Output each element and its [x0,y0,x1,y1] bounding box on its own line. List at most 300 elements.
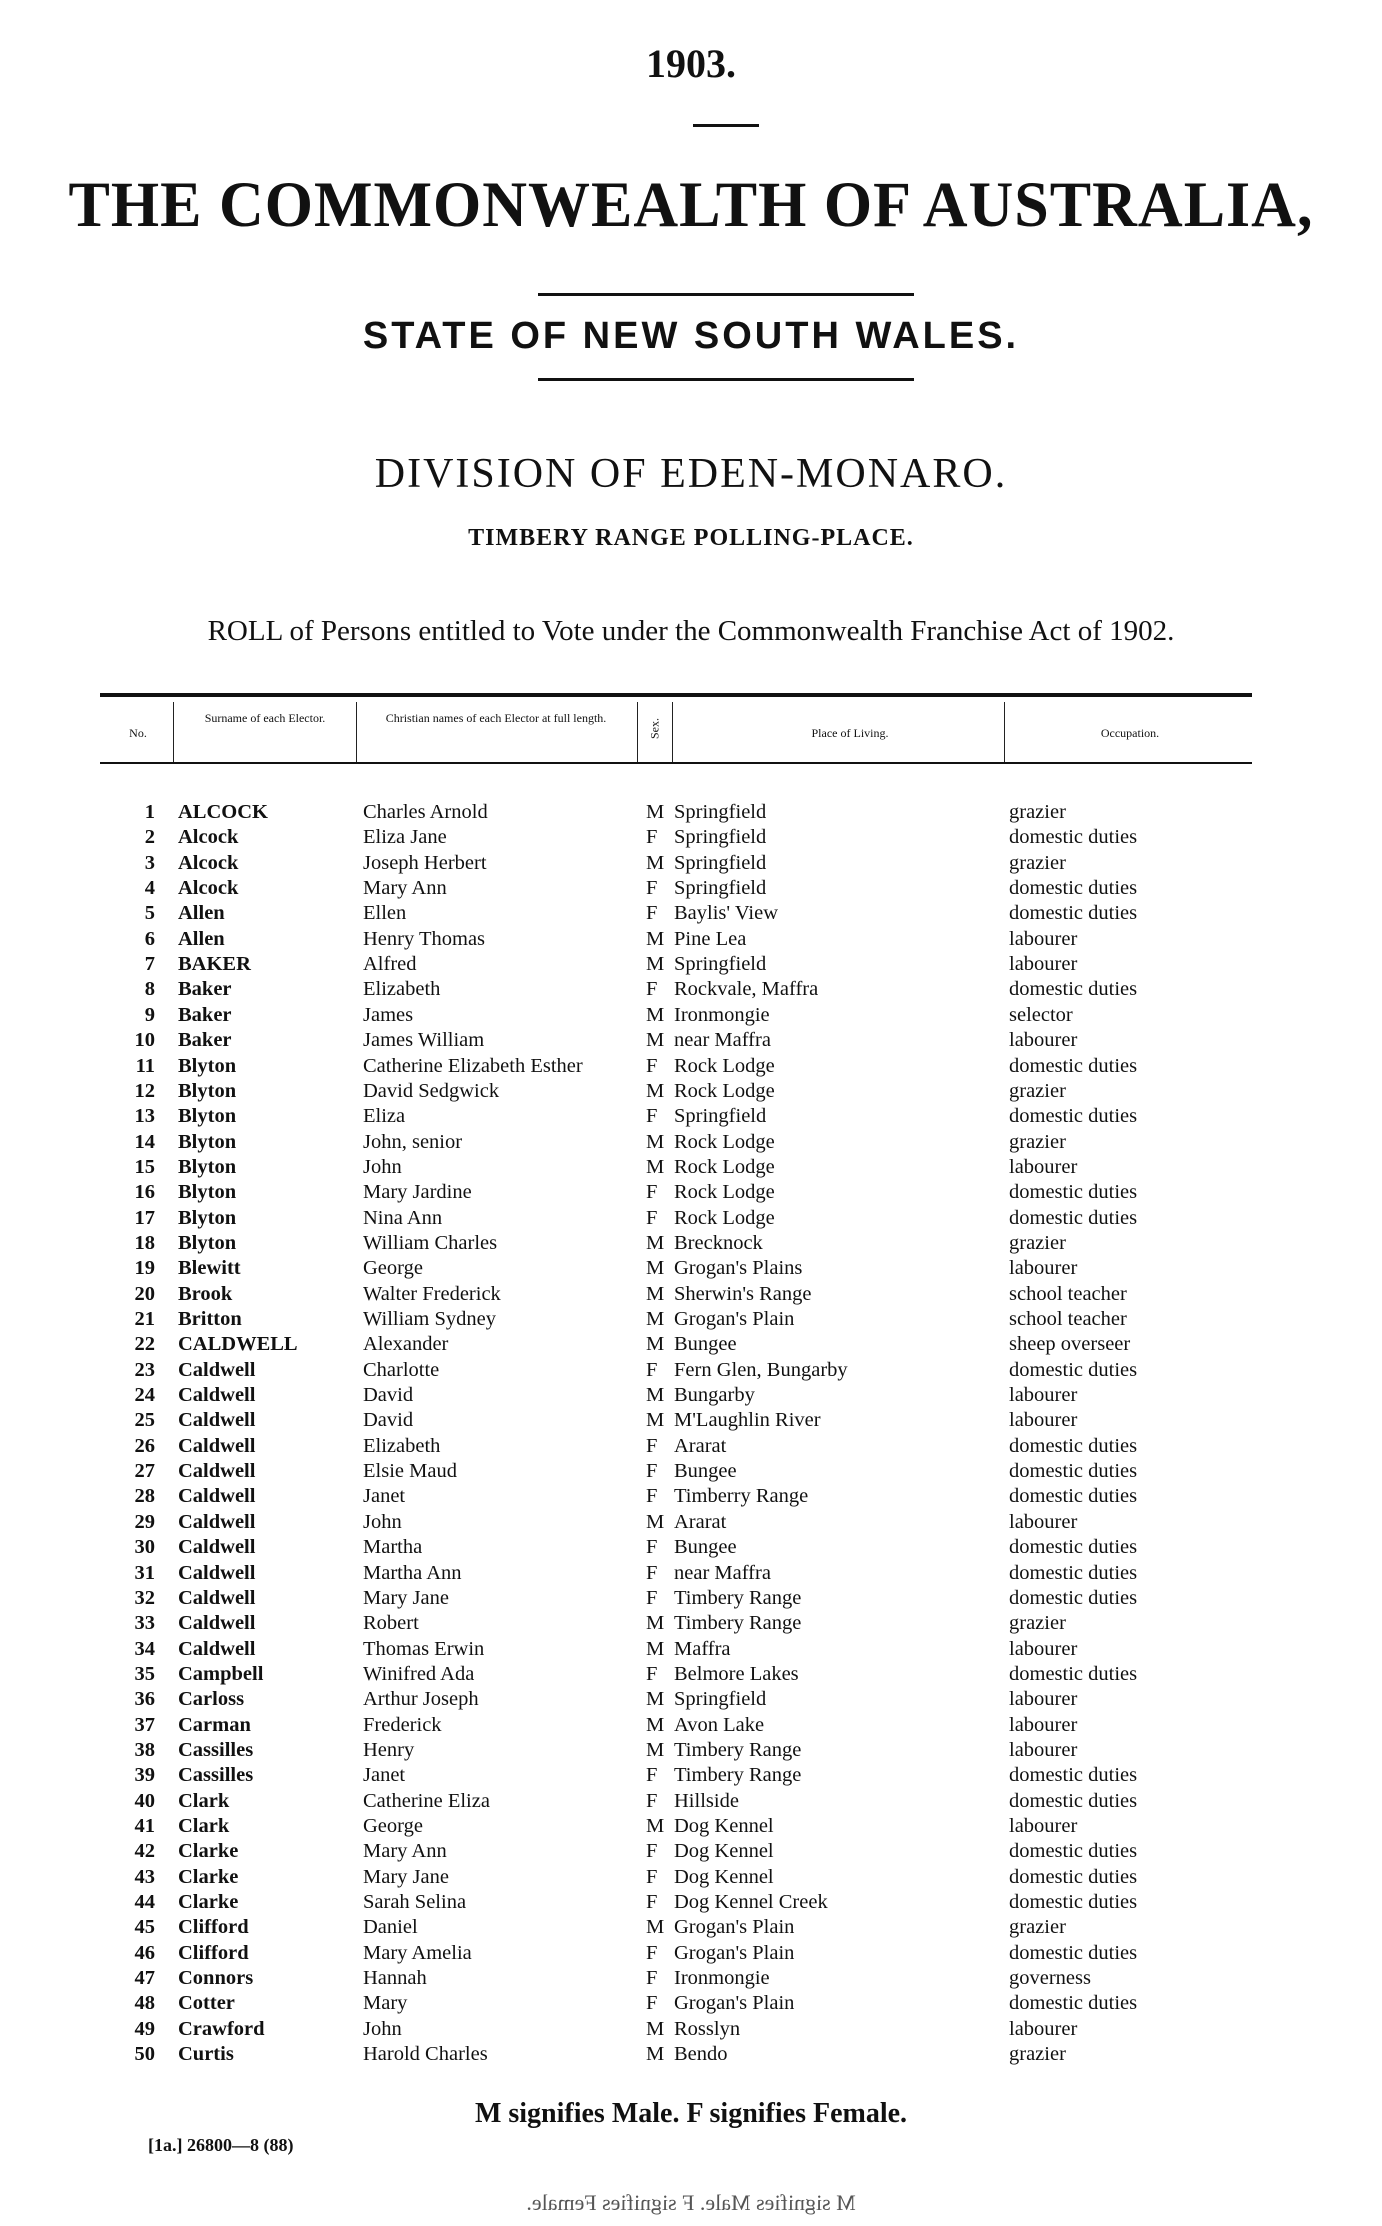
cell-occupation: grazier [1009,851,1066,874]
cell-christian: Catherine Elizabeth Esther [363,1054,583,1077]
cell-christian: Mary Jane [363,1865,449,1888]
cell-no: 31 [134,1561,155,1584]
cell-surname: Campbell [178,1662,264,1685]
cell-sex: M [646,1713,665,1736]
cell-occupation: grazier [1009,801,1066,823]
table-row [0,1079,1382,1104]
cell-no: 20 [134,1282,155,1305]
cell-surname: Caldwell [178,1358,256,1381]
cell-sex: M [646,801,665,823]
cell-occupation: grazier [1009,1916,1066,1939]
cell-sex: F [646,1662,658,1685]
cell-no: 40 [134,1789,155,1812]
cell-christian: Charlotte [363,1358,440,1381]
cell-place: Bungee [674,1536,737,1559]
print-reference: [1a.] 26800—8 (88) [148,2135,294,2155]
cell-no: 50 [134,2043,155,2066]
cell-surname: Caldwell [178,1409,256,1432]
cell-occupation: domestic duties [1009,1434,1138,1457]
state-rule-bottom [538,378,914,381]
cell-no: 19 [134,1257,155,1280]
cell-no: 7 [144,953,155,976]
cell-sex: M [646,953,665,976]
cell-no: 45 [134,1916,155,1939]
table-row [0,1307,1382,1332]
cell-surname: CALDWELL [178,1333,298,1356]
cell-place: Springfield [674,801,767,823]
cell-place: Springfield [674,826,767,849]
cell-surname: Caldwell [178,1384,256,1407]
cell-surname: Caldwell [178,1612,256,1635]
cell-surname: Cassilles [178,1738,254,1761]
cell-no: 2 [144,826,155,849]
cell-surname: Curtis [178,2043,234,2066]
cell-occupation: labourer [1009,953,1078,976]
cell-no: 1 [144,801,155,823]
table-row [0,1332,1382,1357]
cell-sex: M [646,1409,665,1432]
cell-christian: John [363,1155,402,1178]
cell-christian: Eliza Jane [363,826,447,849]
cell-sex: F [646,1840,658,1863]
cell-place: Springfield [674,953,767,976]
cell-occupation: labourer [1009,1637,1078,1660]
cell-surname: Alcock [178,851,239,874]
cell-place: Belmore Lakes [674,1662,799,1685]
cell-no: 35 [134,1662,155,1685]
cell-surname: Blyton [178,1054,237,1077]
cell-no: 32 [134,1586,155,1609]
cell-sex: M [646,1003,665,1026]
cell-christian: Alfred [363,953,417,976]
cell-surname: Clifford [178,1916,249,1939]
table-row [0,1687,1382,1712]
cell-occupation: domestic duties [1009,902,1138,925]
column-header-surname: Surname of each Elector. [204,711,326,725]
cell-christian: Harold Charles [363,2043,488,2066]
cell-christian: Martha [363,1536,423,1559]
cell-place: Springfield [674,1688,767,1711]
table-row [0,1104,1382,1129]
cell-no: 21 [134,1308,155,1330]
cell-sex: F [646,978,658,1001]
cell-place: near Maffra [674,1561,771,1584]
cell-surname: Blyton [178,1231,237,1254]
cell-no: 8 [144,978,155,1001]
cell-no: 9 [144,1003,155,1026]
cell-sex: M [646,1333,665,1356]
cell-place: Dog Kennel [674,1815,774,1837]
cell-no: 43 [134,1865,155,1888]
cell-sex: M [646,1029,665,1052]
table-row [0,1358,1382,1383]
cell-no: 16 [134,1181,155,1204]
cell-occupation: labourer [1009,1688,1078,1711]
cell-place: Rockvale, Maffra [674,978,819,1001]
cell-sex: F [646,1460,658,1483]
cell-occupation: labourer [1009,927,1078,950]
cell-place: Springfield [674,1105,767,1128]
cell-place: Timbery Range [674,1586,802,1609]
cell-occupation: labourer [1009,1155,1078,1178]
cell-sex: M [646,1510,665,1533]
cell-occupation: labourer [1009,1713,1078,1736]
cell-christian: Elsie Maud [363,1460,457,1483]
cell-christian: Catherine Eliza [363,1789,490,1812]
cell-sex: F [646,1865,658,1888]
cell-sex: F [646,1789,658,1812]
table-row [0,1941,1382,1966]
table-row [0,1789,1382,1814]
cell-occupation: grazier [1009,1231,1066,1254]
table-row [0,1003,1382,1028]
cell-sex: F [646,1485,658,1508]
table-row [0,977,1382,1002]
cell-no: 6 [144,927,155,950]
cell-no: 29 [134,1510,155,1533]
cell-christian: Mary Ann [363,1840,447,1863]
cell-occupation: labourer [1009,1029,1078,1052]
cell-sex: F [646,877,658,900]
cell-no: 33 [134,1612,155,1635]
cell-place: Bungarby [674,1384,755,1407]
cell-sex: F [646,1891,658,1914]
table-row [0,1028,1382,1053]
cell-surname: Baker [178,1029,232,1052]
cell-surname: Baker [178,1003,232,1026]
cell-occupation: domestic duties [1009,1840,1138,1863]
column-header-christian: Christian names of each Elector at full length. [385,711,607,725]
cell-christian: Mary Jane [363,1586,449,1609]
cell-surname: Caldwell [178,1485,256,1508]
cell-occupation: governess [1009,1967,1091,1990]
polling-place-heading: TIMBERY RANGE POLLING-PLACE. [468,525,914,551]
table-row [0,952,1382,977]
cell-sex: M [646,1231,665,1254]
table-row [0,1839,1382,1864]
cell-no: 38 [134,1738,155,1761]
cell-christian: Alexander [363,1333,449,1356]
cell-no: 36 [134,1688,155,1711]
cell-no: 22 [134,1333,155,1356]
cell-christian: Eliza [363,1105,406,1128]
cell-occupation: domestic duties [1009,1992,1138,2015]
cell-sex: M [646,1257,665,1280]
cell-sex: F [646,1967,658,1990]
table-row [0,1637,1382,1662]
cell-surname: Caldwell [178,1460,256,1483]
table-row [0,1662,1382,1687]
cell-surname: Clarke [178,1891,239,1914]
cell-no: 48 [134,1992,155,2015]
cell-sex: F [646,1054,658,1077]
document-title: THE COMMONWEALTH OF AUSTRALIA, [68,169,1314,241]
table-row [0,1865,1382,1890]
cell-place: Bendo [674,2043,728,2066]
cell-place: Maffra [674,1637,731,1660]
cell-place: Ararat [674,1510,727,1533]
cell-sex: F [646,1586,658,1609]
cell-place: Ararat [674,1434,727,1457]
cell-christian: William Sydney [363,1308,496,1330]
cell-place: Bungee [674,1460,737,1483]
cell-sex: F [646,1358,658,1381]
cell-no: 13 [134,1105,155,1128]
cell-occupation: labourer [1009,1738,1078,1761]
cell-no: 3 [144,851,155,874]
column-divider [356,702,357,762]
cell-christian: Frederick [363,1713,442,1736]
cell-surname: Blyton [178,1206,237,1229]
cell-occupation: sheep overseer [1009,1333,1131,1356]
cell-no: 26 [134,1434,155,1457]
cell-occupation: grazier [1009,1079,1066,1102]
cell-no: 4 [144,877,155,900]
cell-occupation: domestic duties [1009,826,1138,849]
cell-occupation: school teacher [1009,1308,1127,1330]
table-row [0,2042,1382,2067]
cell-no: 25 [134,1409,155,1432]
cell-christian: Ellen [363,902,407,925]
cell-no: 11 [135,1054,155,1077]
table-row [0,1231,1382,1256]
table-row [0,1383,1382,1408]
table-row [0,1206,1382,1231]
table-row [0,1586,1382,1611]
cell-christian: George [363,1257,423,1280]
cell-no: 30 [134,1536,155,1559]
cell-sex: M [646,1916,665,1939]
cell-surname: Caldwell [178,1434,256,1457]
cell-occupation: domestic duties [1009,1561,1138,1584]
cell-sex: M [646,1079,665,1102]
cell-occupation: labourer [1009,1384,1078,1407]
cell-place: Rock Lodge [674,1155,775,1178]
cell-occupation: labourer [1009,1815,1078,1837]
cell-sex: M [646,1282,665,1305]
cell-christian: John [363,2017,402,2040]
cell-no: 37 [134,1713,155,1736]
cell-surname: Clark [178,1789,230,1812]
cell-christian: John [363,1510,402,1533]
cell-place: Dog Kennel [674,1840,774,1863]
cell-sex: F [646,1105,658,1128]
cell-christian: James William [363,1029,485,1052]
cell-surname: Cassilles [178,1764,254,1787]
cell-christian: David Sedgwick [363,1079,500,1102]
cell-occupation: school teacher [1009,1282,1127,1305]
state-heading: STATE OF NEW SOUTH WALES. [362,315,1020,357]
mirrored-show-through-text: M signifies Male. F signifies Female. [526,2190,856,2215]
cell-surname: Clarke [178,1840,239,1863]
cell-occupation: labourer [1009,1257,1078,1280]
cell-christian: Elizabeth [363,978,441,1001]
cell-sex: F [646,1941,658,1964]
cell-place: Timbery Range [674,1612,802,1635]
cell-christian: Mary Ann [363,877,447,900]
cell-occupation: domestic duties [1009,978,1138,1001]
cell-occupation: domestic duties [1009,1485,1138,1508]
year-rule [693,124,759,127]
table-row [0,1459,1382,1484]
table-row [0,1738,1382,1763]
cell-no: 49 [134,2017,155,2040]
cell-place: Grogan's Plain [674,1308,795,1330]
cell-occupation: grazier [1009,1130,1066,1153]
cell-occupation: domestic duties [1009,1891,1138,1914]
cell-surname: Blyton [178,1130,237,1153]
table-row [0,1155,1382,1180]
table-row [0,1510,1382,1535]
cell-surname: Britton [178,1308,242,1330]
cell-surname: Baker [178,978,232,1001]
cell-no: 34 [134,1637,155,1660]
cell-no: 5 [144,902,155,925]
cell-sex: M [646,1130,665,1153]
cell-christian: George [363,1815,423,1837]
cell-occupation: domestic duties [1009,1358,1138,1381]
cell-surname: Brook [178,1282,233,1305]
table-row [0,1814,1382,1839]
cell-no: 14 [134,1130,155,1153]
cell-christian: Mary [363,1992,408,2015]
column-header-sex: Sex. [647,718,662,739]
cell-place: Dog Kennel Creek [674,1891,828,1914]
table-header-rule [100,762,1252,764]
cell-place: Rock Lodge [674,1079,775,1102]
cell-occupation: grazier [1009,1612,1066,1635]
cell-christian: Joseph Herbert [363,851,487,874]
cell-occupation: labourer [1009,2017,1078,2040]
cell-sex: M [646,1384,665,1407]
table-row [0,1434,1382,1459]
table-row [0,825,1382,850]
cell-occupation: domestic duties [1009,1941,1138,1964]
cell-no: 15 [134,1155,155,1178]
cell-christian: John, senior [363,1130,463,1153]
column-divider [1004,702,1005,762]
column-header-no: No. [129,726,147,740]
cell-place: Timberry Range [674,1485,809,1508]
cell-christian: Elizabeth [363,1434,441,1457]
table-row [0,1763,1382,1788]
cell-christian: David [363,1409,414,1432]
cell-christian: Sarah Selina [363,1891,467,1914]
cell-sex: M [646,1738,665,1761]
cell-place: Rock Lodge [674,1130,775,1153]
table-row [0,1991,1382,2016]
cell-no: 42 [134,1840,155,1863]
cell-sex: M [646,927,665,950]
table-row [0,800,1382,825]
cell-surname: Caldwell [178,1586,256,1609]
cell-surname: Clifford [178,1941,249,1964]
cell-no: 17 [134,1206,155,1229]
cell-place: Rosslyn [674,2017,741,2040]
cell-no: 12 [134,1079,155,1102]
table-row [0,1054,1382,1079]
cell-no: 28 [134,1485,155,1508]
cell-place: Dog Kennel [674,1865,774,1888]
cell-place: Grogan's Plain [674,1992,795,2015]
cell-place: Springfield [674,877,767,900]
cell-place: Ironmongie [674,1967,770,1990]
cell-sex: F [646,826,658,849]
cell-surname: Clark [178,1815,230,1837]
cell-sex: F [646,1992,658,2015]
cell-place: Avon Lake [674,1713,765,1736]
cell-sex: M [646,1612,665,1635]
cell-occupation: domestic duties [1009,1054,1138,1077]
cell-christian: Janet [363,1485,406,1508]
cell-occupation: grazier [1009,2043,1066,2066]
cell-occupation: domestic duties [1009,1789,1138,1812]
state-rule-top [538,293,914,296]
table-row [0,1256,1382,1281]
cell-christian: Charles Arnold [363,801,488,823]
table-row [0,1282,1382,1307]
cell-surname: Caldwell [178,1637,256,1660]
cell-occupation: domestic duties [1009,1865,1138,1888]
cell-christian: Henry Thomas [363,927,486,950]
cell-place: Grogan's Plain [674,1941,795,1964]
cell-no: 47 [134,1967,155,1990]
cell-christian: Thomas Erwin [363,1637,485,1660]
cell-surname: Caldwell [178,1536,256,1559]
cell-surname: Caldwell [178,1561,256,1584]
cell-place: Springfield [674,851,767,874]
table-top-rule [100,693,1252,697]
column-header-occupation: Occupation. [1100,726,1160,740]
cell-surname: BAKER [178,953,251,976]
cell-sex: F [646,1561,658,1584]
table-row [0,1611,1382,1636]
cell-christian: Janet [363,1764,406,1787]
cell-sex: F [646,1434,658,1457]
table-row [0,1484,1382,1509]
cell-occupation: labourer [1009,1409,1078,1432]
cell-surname: Allen [178,927,225,950]
table-row [0,1130,1382,1155]
cell-surname: Blewitt [178,1257,241,1280]
cell-occupation: domestic duties [1009,877,1138,900]
table-row [0,901,1382,926]
cell-surname: Connors [178,1967,254,1990]
cell-christian: William Charles [363,1231,498,1254]
cell-sex: M [646,1688,665,1711]
cell-christian: Hannah [363,1967,427,1990]
cell-occupation: labourer [1009,1510,1078,1533]
cell-surname: Blyton [178,1181,237,1204]
cell-sex: F [646,1764,658,1787]
cell-christian: Henry [363,1738,415,1761]
cell-surname: Alcock [178,826,239,849]
cell-place: Rock Lodge [674,1206,775,1229]
table-row [0,851,1382,876]
table-row [0,1966,1382,1991]
cell-occupation: selector [1009,1003,1073,1026]
year-heading: 1903. [646,41,736,86]
cell-sex: M [646,1155,665,1178]
cell-sex: M [646,1308,665,1330]
column-header-place: Place of Living. [811,726,889,740]
column-divider [637,702,638,762]
cell-sex: M [646,851,665,874]
cell-christian: Nina Ann [363,1206,443,1229]
cell-place: Timbery Range [674,1764,802,1787]
cell-place: Brecknock [674,1231,763,1254]
cell-place: Timbery Range [674,1738,802,1761]
